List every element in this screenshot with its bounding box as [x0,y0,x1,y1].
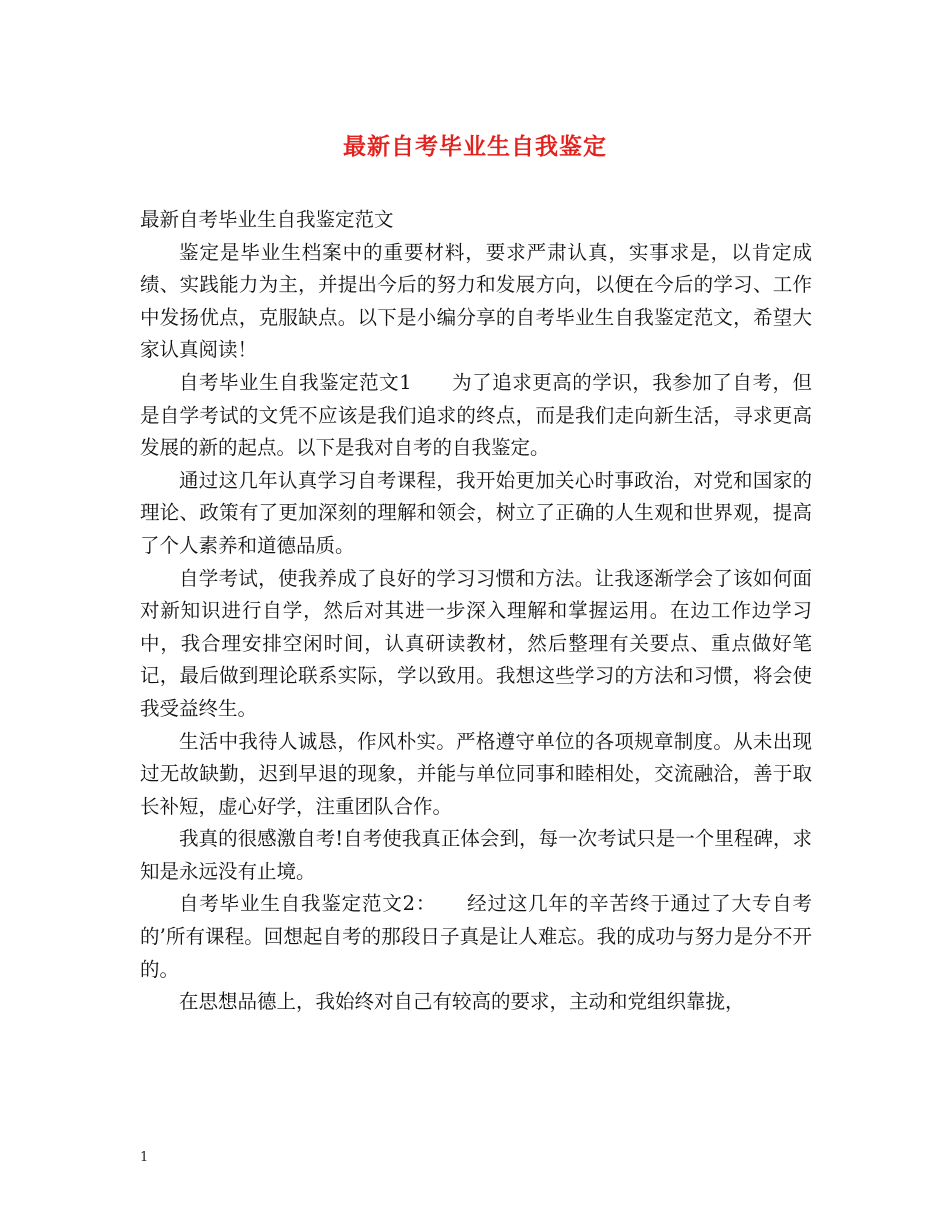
paragraph-habits: 自学考试，使我养成了良好的学习习惯和方法。让我逐渐学会了该如何面对新知识进行自学，然后对其进一步深入理解和掌握运用。在边工作边学习中，我合理安排空闲时间，认真研读教材，然后整理有关要点、重点做好笔记，最后做到理论联系实际，学以致用。我想这些学习的方法和习惯，将会使我受益终生。 [140,566,812,720]
paragraph-sample-2: 自考毕业生自我鉴定范文2： 经过这几年的辛苦终于通过了大专自考的’所有课程。回想起自考的那段日子真是让人难忘。我的成功与努力是分不开的。 [140,892,812,981]
paragraph-life: 生活中我待人诚恳，作风朴实。严格遵守单位的各项规章制度。从未出现过无故缺勤，迟到早退的现象，并能与单位同事和睦相处，交流融洽，善于取长补短，虚心好学，注重团队合作。 [140,729,812,818]
paragraph-intro: 鉴定是毕业生档案中的重要材料，要求严肃认真，实事求是，以肯定成绩、实践能力为主，并提出今后的努力和发展方向，以便在今后的学习、工作中发扬优点，克服缺点。以下是小编分享的自考毕业生自我鉴定范文，希望大家认真阅读！ [140,240,812,362]
paragraph-gratitude: 我真的很感激自考!自考使我真正体会到，每一次考试只是一个里程碑，求知是永远没有止境。 [140,827,812,883]
document-subtitle: 最新自考毕业生自我鉴定范文 [140,208,394,231]
document-title: 最新自考毕业生自我鉴定 [343,133,607,160]
paragraph-ideology: 在思想品德上，我始终对自己有较高的要求，主动和党组织靠拢， [179,990,745,1014]
page-number: 1 [140,1150,149,1165]
document-body [140,204,812,1019]
paragraph-sample-1: 自考毕业生自我鉴定范文1 为了追求更高的学识，我参加了自考，但是自学考试的文凭不应该是我们追求的终点，而是我们走向新生活，寻求更高发展的新的起点。以下是我对自考的自我鉴定。 [140,370,812,460]
paragraph-study: 通过这几年认真学习自考课程，我开始更加关心时事政治，对党和国家的理论、政策有了更加深刻的理解和领会，树立了正确的人生观和世界观，提高了个人素养和道德品质。 [140,468,812,557]
